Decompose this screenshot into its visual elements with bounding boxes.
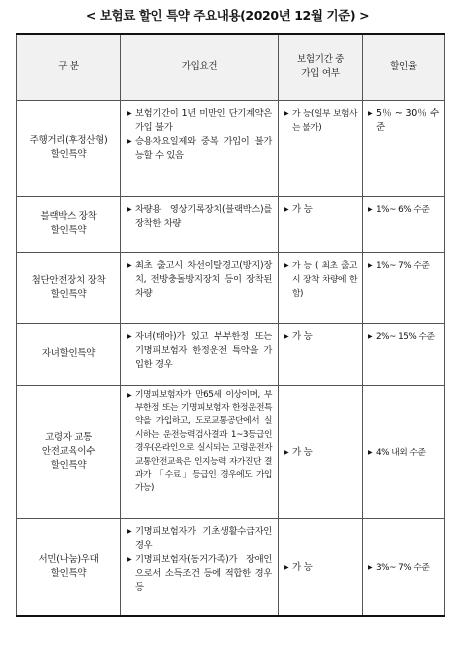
condition-item: ▶ 보험기간이 1년 미만인 단기계약은 가입 불가 xyxy=(127,107,272,133)
header-category: 구 분 xyxy=(17,34,121,100)
condition-item: ▶ 차량용 영상기록장치(블랙박스)를 장착한 차량 xyxy=(127,203,272,229)
row-name: 자녀할인특약 xyxy=(17,323,121,385)
row-name: 첨단안전장치 장착 할인특약 xyxy=(17,252,121,323)
bullet-icon: ▶ xyxy=(368,261,373,269)
bullet-icon: ▶ xyxy=(284,261,289,269)
bullet-icon: ▶ xyxy=(127,205,132,213)
discount-table xyxy=(16,33,445,617)
row-discount: ▶ 2%~ 15% 수준 xyxy=(363,323,445,385)
table-header-row xyxy=(17,34,445,100)
table-row xyxy=(17,323,445,385)
row-discount: ▶ 3%~ 7% 수준 xyxy=(363,518,445,616)
row-discount: ▶ 1%~ 7% 수준 xyxy=(363,252,445,323)
bullet-icon: ▶ xyxy=(368,205,373,213)
condition-item: ▶ 기명피보험자가 기초생활수급자인 경우 xyxy=(127,525,272,551)
row-name: 고령자 교통 안전교육이수 할인특약 xyxy=(17,385,121,518)
bullet-icon: ▶ xyxy=(127,261,132,269)
bullet-icon: ▶ xyxy=(127,332,132,340)
row-discount: ▶ 1%~ 6% 수준 xyxy=(363,196,445,252)
row-name: 주행거리(후정산형) 할인특약 xyxy=(17,100,121,196)
bullet-icon: ▶ xyxy=(284,205,289,213)
bullet-icon: ▶ xyxy=(127,137,132,145)
header-conditions: 가입요건 xyxy=(121,34,279,100)
row-conditions xyxy=(121,323,279,385)
table-row xyxy=(17,100,445,196)
row-period-change: ▶ 가 능 ( 최초 출고시 장착 차량에 한함) xyxy=(279,252,363,323)
bullet-icon: ▶ xyxy=(127,109,132,117)
condition-item: ▶ 기명피보험자가 만65세 이상이며, 부부한정 또는 기명피보험자 한정운전특약을 가입하고, 도로교통공단에서 실시하는 운전능력검사결과 1~3등급인 경우(온라인으로 실시되는 고령운전자 교통안전교육은 인지능력 자가진단 결과가 「수료」등급인 경우에도 가입 가능) xyxy=(127,389,272,494)
bullet-icon: ▶ xyxy=(127,391,132,399)
row-conditions xyxy=(121,385,279,518)
condition-item: ▶ 자녀(태아)가 있고 부부한정 또는 기명피보험자 한정운전 특약을 가입한 경우 xyxy=(127,330,272,370)
row-period-change: ▶ 가 능(일부 보험사는 불가) xyxy=(279,100,363,196)
row-conditions xyxy=(121,196,279,252)
header-period-change: 보험기간 중 가입 여부 xyxy=(279,34,363,100)
table-row xyxy=(17,252,445,323)
bullet-icon: ▶ xyxy=(284,332,289,340)
row-period-change: ▶ 가 능 xyxy=(279,518,363,616)
bullet-icon: ▶ xyxy=(284,563,289,571)
row-discount: ▶ 5％ ~ 30％ 수준 xyxy=(363,100,445,196)
bullet-icon: ▶ xyxy=(127,527,132,535)
row-conditions xyxy=(121,518,279,616)
bullet-icon: ▶ xyxy=(368,332,373,340)
header-discount: 할인율 xyxy=(363,34,445,100)
row-conditions xyxy=(121,252,279,323)
row-period-change: ▶ 가 능 xyxy=(279,196,363,252)
row-period-change: ▶ 가 능 xyxy=(279,385,363,518)
row-name: 블랙박스 장착 할인특약 xyxy=(17,196,121,252)
bullet-icon: ▶ xyxy=(368,448,373,456)
bullet-icon: ▶ xyxy=(368,563,373,571)
bullet-icon: ▶ xyxy=(284,448,289,456)
page-title: < 보험료 할인 특약 주요내용(2020년 12월 기준) > xyxy=(85,8,370,23)
condition-item: ▶ 승용차요일제와 중복 가입이 불가능할 수 있음 xyxy=(127,135,272,161)
bullet-icon: ▶ xyxy=(368,109,373,117)
condition-item: ▶ 기명피보험자(동거가족)가 장애인으로서 소득조건 등에 적합한 경우 등 xyxy=(127,553,272,593)
row-conditions xyxy=(121,100,279,196)
row-period-change: ▶ 가 능 xyxy=(279,323,363,385)
row-discount: ▶ 4% 내외 수준 xyxy=(363,385,445,518)
bullet-icon: ▶ xyxy=(284,109,289,117)
table-row xyxy=(17,385,445,518)
table-row xyxy=(17,518,445,616)
table-row xyxy=(17,196,445,252)
condition-item: ▶ 최초 출고시 차선이탈경고(방지)장치, 전방충돌방지장치 등이 장착된 차량 xyxy=(127,259,272,299)
bullet-icon: ▶ xyxy=(127,555,132,563)
row-name: 서민(나눔)우대 할인특약 xyxy=(17,518,121,616)
